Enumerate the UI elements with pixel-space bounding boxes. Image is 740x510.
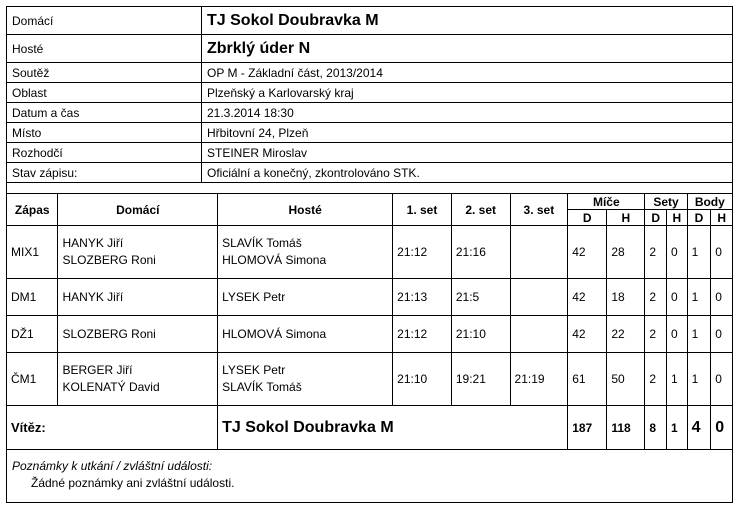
info-row-home xyxy=(7,7,733,35)
points-d: 1 xyxy=(687,316,711,353)
table-row xyxy=(7,353,733,406)
home-players xyxy=(58,226,218,279)
balls-d: 42 xyxy=(568,279,607,316)
player-name: LYSEK Petr xyxy=(222,363,286,377)
info-value: Hřbitovní 24, Plzeň xyxy=(202,123,733,143)
points-h: 0 xyxy=(711,353,733,406)
set2-score: 21:5 xyxy=(451,279,510,316)
points-d: 1 xyxy=(687,226,711,279)
col-header-set2: 2. set xyxy=(451,194,510,226)
guest-players xyxy=(218,279,393,316)
guest-team-name: Zbrklý úder N xyxy=(202,35,733,63)
player-name: KOLENATÝ David xyxy=(62,380,160,394)
set3-score: 21:19 xyxy=(510,353,568,406)
info-label: Rozhodčí xyxy=(7,143,202,163)
sets-h: 0 xyxy=(667,279,688,316)
set1-score: 21:13 xyxy=(393,279,452,316)
set1-score: 21:12 xyxy=(393,316,452,353)
home-players xyxy=(58,316,218,353)
info-row-competition xyxy=(7,63,733,83)
col-header-points: Body xyxy=(687,194,732,210)
balls-h: 28 xyxy=(607,226,645,279)
info-row-referee xyxy=(7,143,733,163)
balls-d: 42 xyxy=(568,316,607,353)
info-value: 21.3.2014 18:30 xyxy=(202,103,733,123)
set2-score: 19:21 xyxy=(451,353,510,406)
total-row xyxy=(7,406,733,450)
notes-title: Poznámky k utkání / zvláštní události: xyxy=(12,459,213,473)
info-label: Stav zápisu: xyxy=(7,163,202,183)
sets-d: 2 xyxy=(645,279,667,316)
match-code: DŽ1 xyxy=(7,316,58,353)
balls-h: 22 xyxy=(607,316,645,353)
total-points-h: 0 xyxy=(711,406,733,450)
player-name: SLOZBERG Roni xyxy=(62,327,156,341)
info-label: Oblast xyxy=(7,83,202,103)
subheader-h: H xyxy=(607,210,645,226)
set3-score xyxy=(510,279,568,316)
set3-score xyxy=(510,316,568,353)
sets-h: 1 xyxy=(667,353,688,406)
info-label: Domácí xyxy=(7,7,202,35)
info-value: STEINER Miroslav xyxy=(202,143,733,163)
sets-d: 2 xyxy=(645,353,667,406)
total-balls-d: 187 xyxy=(568,406,607,450)
info-row-venue xyxy=(7,123,733,143)
winner-label: Vítěz: xyxy=(7,406,218,450)
player-name: SLAVÍK Tomáš xyxy=(222,380,302,394)
info-label: Místo xyxy=(7,123,202,143)
guest-players xyxy=(218,226,393,279)
balls-h: 18 xyxy=(607,279,645,316)
player-name: HANYK Jiří xyxy=(62,290,124,304)
home-players xyxy=(58,353,218,406)
guest-players xyxy=(218,353,393,406)
points-d: 1 xyxy=(687,279,711,316)
info-label: Hosté xyxy=(7,35,202,63)
points-h: 0 xyxy=(711,226,733,279)
subheader-d: D xyxy=(568,210,607,226)
winner-team-name: TJ Sokol Doubravka M xyxy=(218,406,568,450)
balls-d: 61 xyxy=(568,353,607,406)
col-header-sets: Sety xyxy=(645,194,687,210)
player-name: HLOMOVÁ Simona xyxy=(222,327,327,341)
col-header-balls: Míče xyxy=(568,194,645,210)
table-row xyxy=(7,316,733,353)
info-row-status xyxy=(7,163,733,183)
player-name: SLAVÍK Tomáš xyxy=(222,236,302,250)
col-header-match: Zápas xyxy=(7,194,58,226)
info-label: Soutěž xyxy=(7,63,202,83)
player-name: LYSEK Petr xyxy=(222,290,286,304)
set2-score: 21:10 xyxy=(451,316,510,353)
info-value: Oficiální a konečný, zkontrolováno STK. xyxy=(202,163,733,183)
subheader-h: H xyxy=(711,210,733,226)
balls-d: 42 xyxy=(568,226,607,279)
info-value: Plzeňský a Karlovarský kraj xyxy=(202,83,733,103)
match-info-table xyxy=(6,6,733,183)
sets-h: 0 xyxy=(667,226,688,279)
notes-section xyxy=(12,458,234,492)
notes-text: Žádné poznámky ani zvláštní události. xyxy=(31,476,235,490)
home-team-name: TJ Sokol Doubravka M xyxy=(202,7,733,35)
set1-score: 21:10 xyxy=(393,353,452,406)
match-code: MIX1 xyxy=(7,226,58,279)
set1-score: 21:12 xyxy=(393,226,452,279)
header-row xyxy=(7,194,733,210)
sets-d: 2 xyxy=(645,316,667,353)
guest-players xyxy=(218,316,393,353)
info-row-datetime xyxy=(7,103,733,123)
sets-d: 2 xyxy=(645,226,667,279)
sets-h: 0 xyxy=(667,316,688,353)
player-name: HLOMOVÁ Simona xyxy=(222,253,327,267)
info-label: Datum a čas xyxy=(7,103,202,123)
col-header-set3: 3. set xyxy=(510,194,568,226)
match-code: ČM1 xyxy=(7,353,58,406)
subheader-d: D xyxy=(645,210,667,226)
player-name: HANYK Jiří xyxy=(62,236,124,250)
col-header-guests: Hosté xyxy=(218,194,393,226)
info-row-guests xyxy=(7,35,733,63)
set3-score xyxy=(510,226,568,279)
col-header-set1: 1. set xyxy=(393,194,452,226)
info-row-region xyxy=(7,83,733,103)
table-row xyxy=(7,279,733,316)
subheader-d: D xyxy=(687,210,711,226)
total-balls-h: 118 xyxy=(607,406,645,450)
info-value: OP M - Základní část, 2013/2014 xyxy=(202,63,733,83)
points-h: 0 xyxy=(711,316,733,353)
player-name: BERGER Jiří xyxy=(62,363,133,377)
total-points-d: 4 xyxy=(687,406,711,450)
subheader-h: H xyxy=(667,210,688,226)
total-sets-h: 1 xyxy=(667,406,688,450)
balls-h: 50 xyxy=(607,353,645,406)
total-sets-d: 8 xyxy=(645,406,667,450)
points-d: 1 xyxy=(687,353,711,406)
points-h: 0 xyxy=(711,279,733,316)
player-name: SLOZBERG Roni xyxy=(62,253,156,267)
set2-score: 21:16 xyxy=(451,226,510,279)
match-code: DM1 xyxy=(7,279,58,316)
home-players xyxy=(58,279,218,316)
col-header-home: Domácí xyxy=(58,194,218,226)
table-row xyxy=(7,226,733,279)
match-results-table xyxy=(6,193,733,450)
